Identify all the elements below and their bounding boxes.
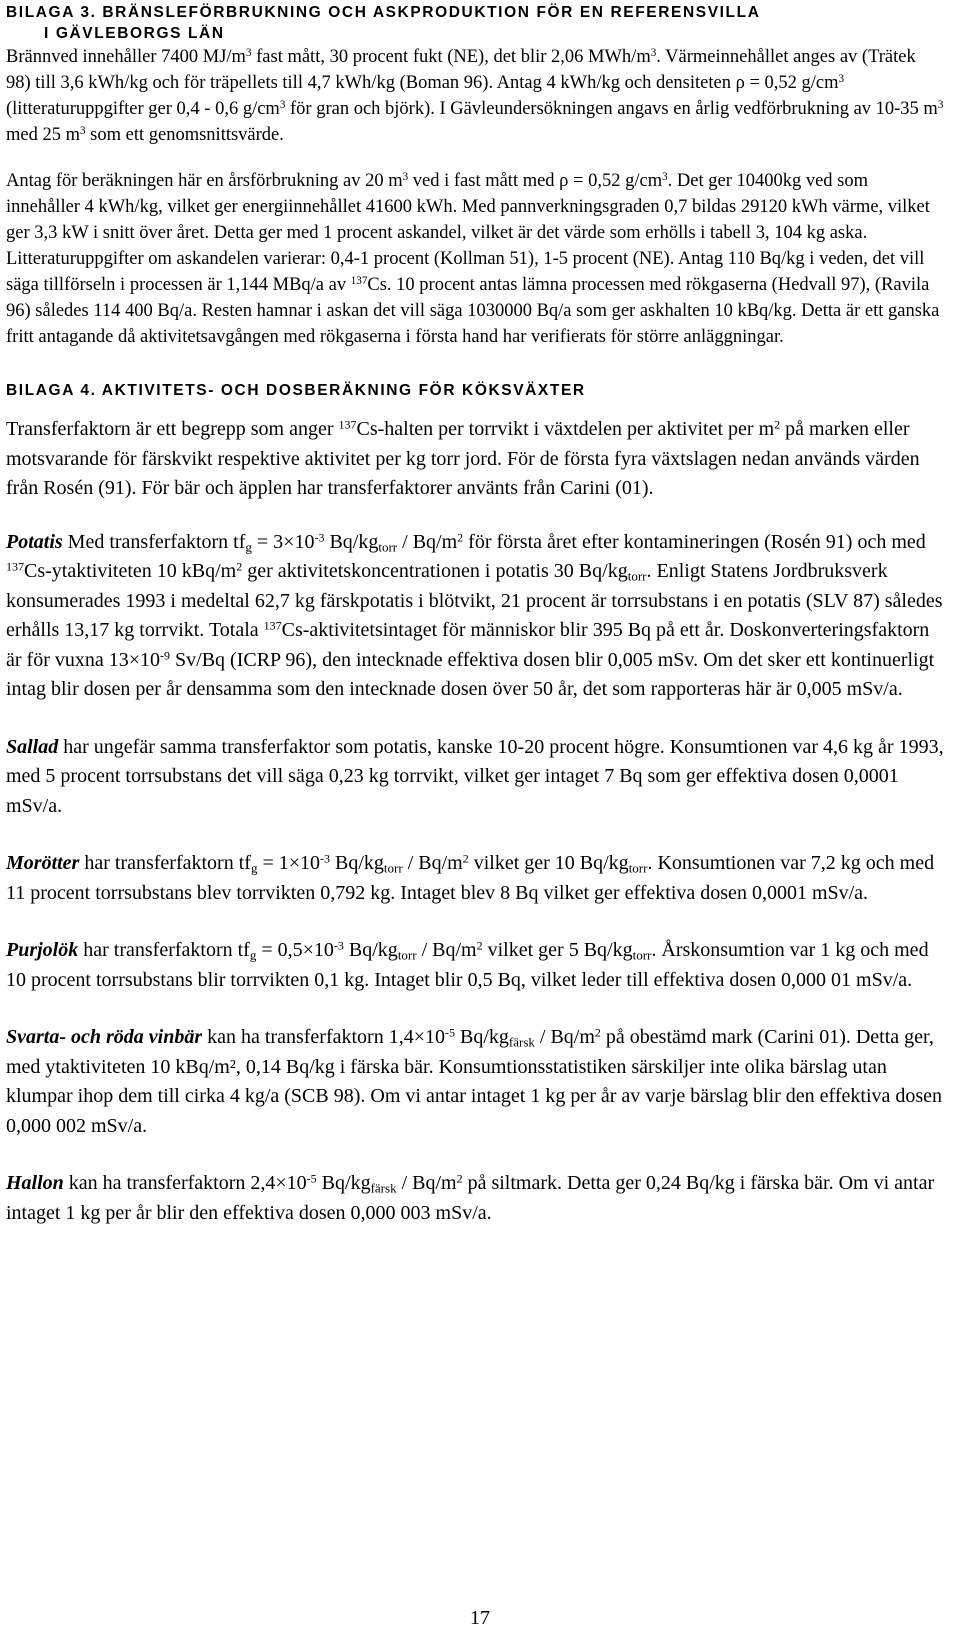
superscript: 2 (594, 1025, 601, 1040)
subscript: g (249, 947, 257, 963)
subscript: torr (383, 860, 403, 876)
sallad-paragraph (6, 733, 944, 822)
text-run: / Bq/m (534, 1026, 595, 1048)
superscript: 3 (662, 170, 668, 183)
text-run: . Värmeinnehållet anges av (Trätek 98) till 3,6 kWh/kg och för träpellets till 4,7 kWh/kg (Boman 96). Antag 4 kWh/kg och densiteten ρ = 0,52 g/cm (6, 47, 916, 93)
superscript: -3 (333, 938, 344, 953)
text-run: Cs-ytaktiviteten 10 kBq/m (24, 560, 237, 582)
text-run: Bq/kg (316, 1172, 371, 1194)
text-run: = 3×10 (251, 530, 315, 553)
text-run: = 1×10 (257, 852, 320, 874)
text-run: / Bq/m (402, 852, 463, 874)
text-run: med 25 m (6, 125, 80, 145)
superscript: -3 (320, 851, 330, 866)
crop-name: Svarta- och röda vinbär (6, 1026, 203, 1048)
text-run: ger aktivitetskoncentrationen i potatis 30 Bq/kg (242, 560, 628, 582)
text-run: Bq/kg (455, 1026, 509, 1048)
text-run: Brännved innehåller 7400 MJ/m (6, 47, 246, 67)
superscript: 3 (279, 98, 286, 111)
bilaga4-intro (6, 415, 944, 504)
bilaga3-paragraph-2 (6, 168, 944, 350)
superscript: 2 (462, 851, 469, 866)
superscript: 137 (6, 559, 24, 574)
text-run: kan ha transferfaktorn 1,4×10 (202, 1026, 445, 1048)
text-run: som ett genomsnittsvärde. (85, 125, 284, 145)
superscript: 3 (838, 72, 845, 85)
bilaga3-heading-line2: I GÄVLEBORGS LÄN (44, 25, 225, 42)
subscript: färsk (508, 1034, 535, 1050)
crop-name: Morötter (6, 852, 80, 874)
text-run: kan ha transferfaktorn 2,4×10 (63, 1172, 307, 1194)
text-run: . Konsumtionen var 7,2 kg och med 11 procent torrsubstans blev torrvikten 0,792 kg. Intaget blev 8 Bq vilket ger effektiva dosen 0,0001 mSv/a. (6, 852, 935, 904)
text-run: (litteraturuppgifter ger 0,4 - 0,6 g/cm (6, 99, 280, 119)
text-run: på marken eller motsvarande för färskvikt respektive aktivitet per kg torr jord. För de första fyra växtslagen nedan används värden från Rosén (91). För bär och äpplen har transferfaktorer använts från Carini (01). (6, 418, 920, 499)
bilaga3-heading (6, 2, 944, 44)
text-run: för första året efter kontamineringen (Rosén 91) och med (463, 530, 926, 553)
text-run: / Bq/m (397, 530, 458, 553)
subscript: torr (632, 947, 652, 963)
bilaga3-heading-line1: BILAGA 3. BRÄNSLEFÖRBRUKNING OCH ASKPRODUKTION FÖR EN REFERENSVILLA (6, 4, 761, 21)
text-run: Cs-aktivitetsintaget för människor blir 395 Bq på ett år. Doskonverteringsfaktorn är för vuxna 13×10 (6, 619, 930, 671)
text-run: Cs-halten per torrvikt i växtdelen per aktivitet per m (356, 418, 775, 440)
subscript: g (250, 860, 258, 876)
text-run: ved i fast mått med ρ = 0,52 g/cm (408, 171, 663, 191)
superscript: 3 (245, 46, 252, 59)
text-run: = 0,5×10 (256, 939, 334, 961)
crop-name: Potatis (6, 530, 63, 553)
bilaga3-paragraph-1 (6, 44, 944, 148)
superscript: -5 (306, 1171, 317, 1186)
text-run: . Det ger 10400kg ved som innehåller 4 kWh/kg, vilket ger energiinnehållet 41600 kWh. Med pannverkningsgraden 0,7 bildas 29120 kWh värme, vilket ger 3,3 kW i snitt över året. Detta ger med 1 procent askandel, vilket är det värde som erhölls i tabell 3, 104 kg aska. Litteraturuppgifter om askandelen varierar: 0,4-1 procent (Kollman 51), 1-5 procent (NE). Antag 110 Bq/kg i veden, det vill säga tillförseln i processen är 1,144 MBq/a av (6, 171, 930, 295)
vinbar-paragraph (6, 1023, 944, 1141)
text-run: Bq/kg (343, 939, 398, 961)
superscript: -3 (314, 529, 325, 544)
superscript: 137 (263, 618, 282, 633)
crop-name: Purjolök (6, 939, 79, 961)
text-run: för gran och björk). I Gävleundersökningen angavs en årlig vedförbrukning av 10-35 m (285, 99, 938, 119)
superscript: 3 (402, 170, 409, 183)
page-number: 17 (470, 1607, 490, 1629)
text-run: . Enligt Statens Jordbruksverk konsumerades 1993 i medeltal 62,7 kg färskpotatis i blötvikt, 21 procent är torrsubstans i en potatis (SLV 87) således erhålls 13,17 kg torrvikt. Totala (6, 560, 943, 641)
text-run: på siltmark. Detta ger 0,24 Bq/kg i färska bär. Om vi antar intaget 1 kg per år blir den effektiva dosen 0,000 003 mSv/a. (6, 1172, 935, 1224)
superscript: 3 (937, 98, 944, 111)
subscript: färsk (370, 1180, 397, 1196)
text-run: vilket ger 5 Bq/kg (482, 939, 633, 961)
text-run: har transferfaktorn tf (79, 852, 251, 874)
superscript: 137 (338, 417, 357, 432)
subscript: g (245, 538, 252, 554)
subscript: torr (397, 947, 417, 963)
subscript: torr (627, 568, 647, 584)
superscript: 2 (476, 938, 483, 953)
text-run: Bq/kg (324, 530, 379, 553)
subscript: torr (378, 538, 398, 554)
superscript: -9 (160, 647, 171, 662)
purjolok-paragraph (6, 936, 944, 995)
text-run: Transferfaktorn är ett begrepp som anger (6, 418, 339, 440)
potatis-paragraph (6, 528, 944, 705)
text-run: Bq/kg (330, 852, 384, 874)
text-run: har transferfaktorn tf (78, 939, 250, 961)
bilaga4-heading: BILAGA 4. AKTIVITETS- OCH DOSBERÄKNING FÖR KÖKSVÄXTER (6, 382, 586, 399)
text-run: på obestämd mark (Carini 01). Detta ger, med ytaktiviteten 10 kBq/m², 0,14 Bq/kg i färska bär. Konsumtionsstatistiken särskiljer inte olika bärslag utan klumpar ihop dem till cirka 4 kg/a (SCB 98). Om vi antar intaget 1 kg per år av varje bärslag blir den effektiva dosen 0,000 002 mSv/a. (6, 1026, 943, 1137)
text-run: vilket ger 10 Bq/kg (468, 852, 629, 874)
superscript: 2 (456, 1171, 463, 1186)
superscript: -5 (445, 1025, 455, 1040)
text-run: fast mått, 30 procent fukt (NE), det blir 2,06 MWh/m (251, 47, 651, 67)
superscript: 2 (774, 417, 781, 432)
superscript: 3 (80, 124, 86, 137)
subscript: torr (628, 860, 648, 876)
superscript: 137 (350, 274, 368, 287)
text-run: har ungefär samma transferfaktor som potatis, kanske 10-20 procent högre. Konsumtionen var 4,6 kg år 1993, med 5 procent torrsubstans det vill säga 0,23 kg torrvikt, vilket ger intaget 7 Bq som ger effektiva dosen 0,0001 mSv/a. (6, 735, 944, 817)
superscript: 2 (236, 559, 243, 574)
text-run: Med transferfaktorn tf (62, 530, 246, 553)
text-run: Cs. 10 procent antas lämna processen med rökgaserna (Hedvall 97), (Ravila 96) således 114 400 Bq/a. Resten hamnar i askan det vill säga 1030000 Bq/a som ger askhalten 10 kBq/kg. Detta är ett ganska fritt antagande då aktivitetsavgången med rökgaserna i första hand har verifierats för större anläggningar. (6, 275, 940, 347)
superscript: 2 (457, 529, 464, 544)
text-run: Sv/Bq (ICRP 96), den intecknade effektiva dosen blir 0,005 mSv. Om det sker ett kontinuerligt intag blir dosen per år densamma som den intecknade dosen över 50 år, det som rapporteras här är 0,005 mSv/a. (6, 648, 935, 700)
text-run: / Bq/m (396, 1172, 457, 1194)
superscript: 3 (650, 46, 657, 59)
text-run: . Årskonsumtion var 1 kg och med 10 procent torrsubstans blir torrvikten 0,1 kg. Intaget blir 0,5 Bq, vilket leder till effektiva dosen 0,000 01 mSv/a. (6, 939, 929, 991)
text-run: Antag för beräkningen här en årsförbrukning av 20 m (6, 171, 403, 191)
morotter-paragraph (6, 849, 944, 908)
crop-name: Hallon (6, 1172, 64, 1194)
text-run: / Bq/m (416, 939, 477, 961)
crop-name: Sallad (6, 735, 59, 758)
hallon-paragraph (6, 1169, 944, 1228)
